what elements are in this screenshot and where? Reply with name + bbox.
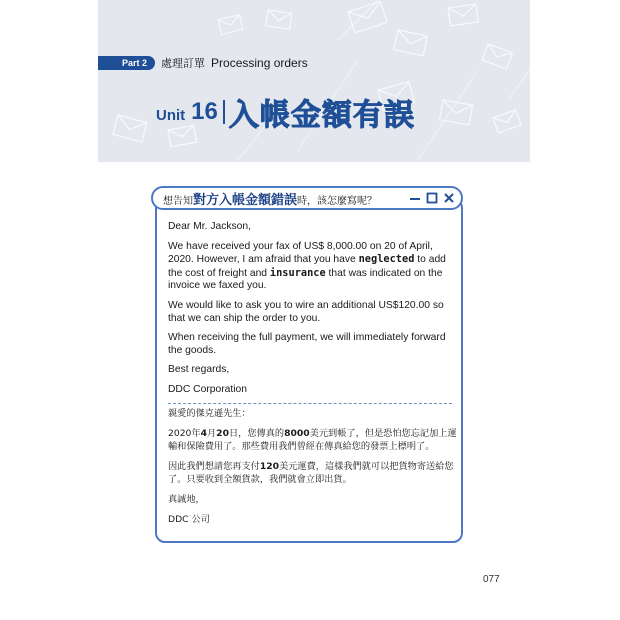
translation-paragraph-1 (168, 428, 458, 453)
t1-e: 日，您傳真的 (228, 428, 285, 440)
t2-b: 120 (259, 461, 280, 473)
window-controls (409, 192, 455, 204)
translation-salutation: 親愛的傑克遜先生： (168, 408, 251, 419)
letter-paragraph-1 (168, 241, 458, 293)
t1-d: 20 (216, 428, 229, 440)
t2-c: 美元運費，這樣我們就可以把貨物寄送給您了。只要收到全額貨款，我們就會立即出貨。 (168, 461, 454, 485)
t1-c: 月 (206, 428, 217, 440)
p1-text-c: that was indicated on the invoice we faxed you. (168, 267, 443, 292)
keyword-neglected: neglected (358, 253, 415, 266)
english-letter (168, 221, 458, 404)
letter-salutation: Dear Mr. Jackson, (168, 221, 251, 232)
section-divider (168, 403, 452, 404)
page-number: 077 (483, 574, 500, 585)
prompt-emphasis: 對方入帳金額錯誤 (193, 192, 298, 208)
unit-label: Unit (156, 106, 186, 124)
t1-b: 4 (200, 428, 207, 440)
panel-title-bar (151, 186, 463, 210)
translation-signature: DDC 公司 (168, 514, 210, 526)
chinese-translation (168, 408, 458, 535)
part-badge: Part 2 (98, 56, 155, 70)
t2-a: 因此我們想請您再支付 (168, 461, 260, 473)
prompt-prefix: 想告知 (163, 195, 193, 207)
envelope-pattern (98, 0, 530, 162)
maximize-icon[interactable] (426, 192, 438, 204)
translation-closing: 真誠地， (168, 494, 205, 506)
t1-f: 8000 (284, 428, 310, 440)
p1-text-b: to add the cost of freight and (168, 254, 446, 279)
unit-divider (223, 100, 225, 124)
letter-closing: Best regards, (168, 364, 230, 376)
t1-a: 2020年 (168, 428, 201, 440)
part-title-zh: 處理訂單 (161, 57, 206, 70)
unit-title: 入帳金額有誤 (228, 98, 415, 133)
letter-paragraph-2: We would like to ask you to wire an additional US$120.00 so that we can ship the order to you. (168, 299, 444, 324)
keyword-insurance: insurance (269, 266, 326, 279)
panel-prompt (163, 189, 377, 208)
prompt-suffix: 時，該怎麼寫呢？ (297, 195, 378, 207)
t1-g: 美元到帳了，但是恐怕您忘記加上運輸和保險費用了。那些費用我們曾經在傳真給您的發票上標明了。 (168, 428, 457, 452)
letter-signature: DDC Corporation (168, 383, 247, 395)
part-heading (98, 56, 308, 70)
translation-paragraph-2 (168, 461, 458, 486)
letter-paragraph-3: When receiving the full payment, we will immediately forward the goods. (168, 332, 446, 356)
p1-text-a: We have received your fax of US$ 8,000.00 on 20 of April, 2020. However, I am afraid that you have (168, 240, 433, 266)
close-icon[interactable] (443, 192, 455, 204)
unit-heading (156, 92, 415, 132)
minimize-icon[interactable] (409, 192, 421, 204)
header-band (98, 0, 530, 162)
part-title-en: Processing orders (211, 56, 308, 70)
unit-number: 16 (191, 98, 218, 125)
